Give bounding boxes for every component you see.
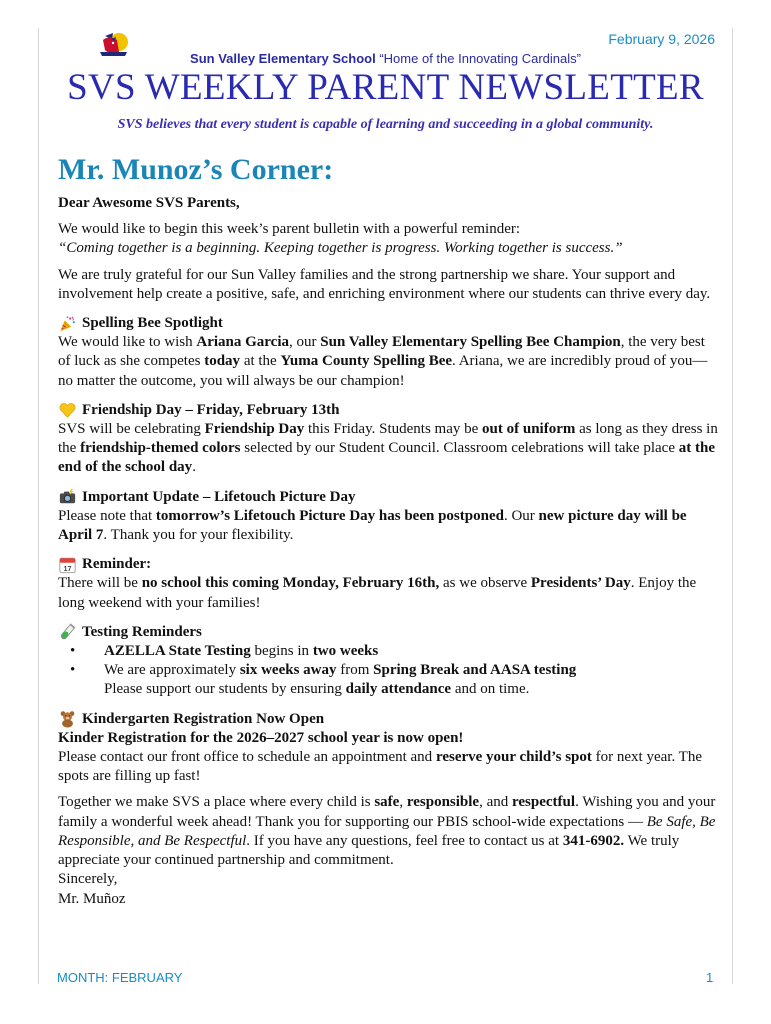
school-line bbox=[0, 51, 771, 66]
greeting: Dear Awesome SVS Parents, bbox=[58, 195, 240, 211]
teddy-bear-icon bbox=[58, 710, 77, 728]
testing-heading: Testing Reminders bbox=[58, 623, 718, 642]
friendship-heading: Friendship Day – Friday, February 13th bbox=[58, 401, 718, 420]
picture-heading: Important Update – Lifetouch Picture Day bbox=[58, 488, 718, 507]
picture-paragraph: Please note that tomorrow’s Lifetouch Picture Day has been postponed. Our new picture day will be April 7. Thank you for your flexibility. bbox=[58, 507, 687, 544]
list-item: • We are approximately six weeks away from Spring Break and AASA testing Please support our students by ensuring daily attendance and on time. bbox=[70, 662, 577, 698]
party-popper-icon bbox=[58, 315, 77, 333]
svg-text:17: 17 bbox=[63, 563, 72, 573]
school-name: Sun Valley Elementary School bbox=[190, 51, 376, 66]
school-tagline: “Home of the Innovating Cardinals” bbox=[379, 51, 581, 66]
testing-list bbox=[58, 642, 718, 700]
spelling-paragraph: We would like to wish Ariana Garcia, our Sun Valley Elementary Spelling Bee Champion, the very best of luck as she competes today at the Yuma County Spelling Bee. Ariana, we are incredibly proud of you—no matter the outcome, you will always be our champion! bbox=[58, 334, 708, 389]
list-item: • AZELLA State Testing begins in two weeks bbox=[70, 643, 379, 660]
corner-heading: Mr. Munoz’s Corner: bbox=[58, 153, 334, 186]
kinder-paragraph: Please contact our front office to schedule an appointment and reserve your child’s spot for next year. The spots are filling up fast! bbox=[58, 749, 703, 785]
left-margin-rule bbox=[38, 28, 39, 984]
closing-paragraph: Together we make SVS a place where every child is safe, responsible, and respectful. Wishing you and your family a wonderful week ahead! Thank you for supporting our PBIS school-wide expectations — Be Safe, Be Responsible, and Be Respectful. If you have any questions, feel free to contact us at 341-6902. We truly appreciate your continued partnership and commitment. bbox=[58, 794, 716, 869]
gratitude-paragraph: We are truly grateful for our Sun Valley families and the strong partnership we share. Your support and involvement help create a positive, safe, and enriching environment where our students can thrive every day. bbox=[58, 266, 711, 302]
right-margin-rule bbox=[732, 28, 733, 984]
school-motto: SVS believes that every student is capable of learning and succeeding in a global community. bbox=[117, 117, 654, 132]
page-number: 1 bbox=[706, 970, 714, 985]
footer-month: MONTH: FEBRUARY bbox=[57, 970, 183, 985]
newsletter-date: February 9, 2026 bbox=[608, 31, 715, 47]
newsletter-title: SVS WEEKLY PARENT NEWSLETTER bbox=[67, 67, 704, 108]
newsletter-body bbox=[58, 152, 718, 909]
reminder-heading: 17 Reminder: bbox=[58, 555, 718, 574]
friendship-paragraph: SVS will be celebrating Friendship Day this Friday. Students may be out of uniform as long as they dress in the friendship-themed colors selected by our Student Council. Classroom celebrations will take place at the end of the school day. bbox=[58, 421, 718, 476]
reminder-paragraph: There will be no school this coming Monday, February 16th, as we observe Presidents’ Day. Enjoy the long weekend with your families! bbox=[58, 575, 697, 611]
intro-line: We would like to begin this week’s parent bulletin with a powerful reminder: bbox=[58, 221, 521, 238]
yellow-heart-icon bbox=[58, 401, 77, 419]
quote: “Coming together is a beginning. Keeping together is progress. Working together is success.” bbox=[58, 240, 623, 257]
sincerely: Sincerely, bbox=[58, 871, 118, 888]
signature: Mr. Muñoz bbox=[58, 890, 126, 907]
camera-flash-icon bbox=[58, 488, 77, 506]
spelling-heading: Spelling Bee Spotlight bbox=[58, 314, 718, 333]
kinder-heading: Kindergarten Registration Now Open bbox=[58, 710, 718, 729]
test-tube-icon bbox=[58, 623, 77, 641]
calendar-icon bbox=[58, 556, 77, 574]
kinder-subheading: Kinder Registration for the 2026–2027 school year is now open! bbox=[58, 729, 464, 746]
